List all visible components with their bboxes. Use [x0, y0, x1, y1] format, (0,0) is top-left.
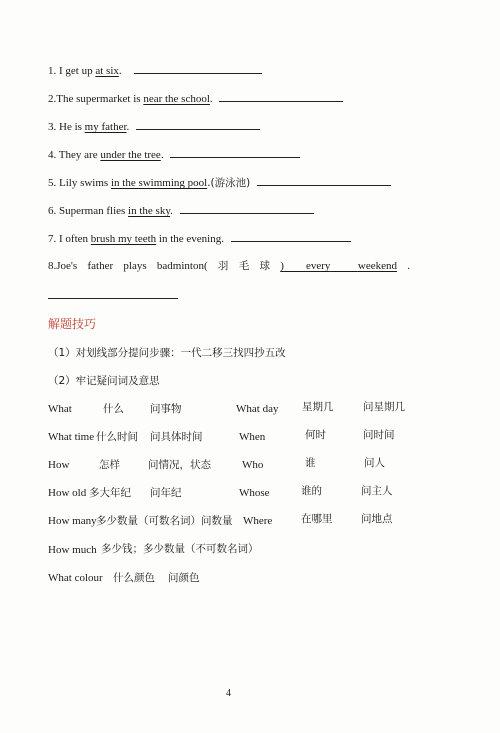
vocab-usage: 问星期几 [363, 401, 405, 413]
vocab-meaning: 什么颜色 [113, 572, 155, 584]
question-text: 1. I get up [48, 65, 96, 77]
page-number: 4 [226, 688, 231, 699]
underlined-phrase: in the sky [128, 205, 171, 217]
vocab-meaning: 谁的 [301, 485, 322, 497]
vocab-usage: 问情况，状态 [148, 459, 211, 471]
underlined-phrase [280, 259, 397, 273]
question-punct: . [209, 93, 213, 105]
vocab-usage: 问地点 [361, 513, 393, 525]
q8-word: 羽 [217, 260, 229, 272]
question-text: 7. I often [48, 233, 91, 245]
question-1 [48, 64, 262, 78]
question-2 [48, 92, 343, 106]
vocab-meaning: 什么时间 [96, 431, 138, 443]
vocab-word: Where [243, 515, 273, 527]
vocab-word: How many [48, 515, 97, 527]
underlined-phrase: brush my teeth [90, 233, 157, 245]
vocab-word: Whose [239, 487, 270, 499]
vocab-usage: 问年纪 [150, 487, 182, 499]
question-punct: .(游泳池) [207, 177, 251, 189]
answer-blank[interactable] [219, 92, 343, 102]
section-title: 解题技巧 [48, 317, 97, 331]
question-text: 4. They are [48, 149, 101, 161]
question-6 [48, 204, 314, 218]
underlined-phrase: near the school [143, 93, 210, 105]
vocab-usage: 问事物 [150, 403, 182, 415]
question-punct: . [126, 121, 130, 133]
q8-word: 8.Joe's [48, 260, 78, 272]
q8-word: father [87, 260, 114, 272]
question-punct: . [170, 205, 173, 217]
vocab-meaning: 多大年纪 [89, 487, 131, 499]
question-3 [48, 120, 260, 134]
vocab-usage: 问人 [364, 457, 385, 469]
answer-blank[interactable] [231, 232, 351, 242]
question-text: 5. Lily swims [48, 177, 111, 189]
q8-word: weekend [357, 260, 397, 272]
vocab-word: How old [48, 487, 87, 499]
q8-word: every [305, 260, 331, 272]
q8-word: badminton( [156, 260, 208, 272]
question-punct: . [160, 149, 164, 161]
question-text: 6. Superman flies [48, 205, 129, 217]
tip-2: （2）牢记疑问词及意思 [48, 375, 160, 387]
answer-blank[interactable] [48, 298, 178, 299]
question-text: 3. He is [48, 121, 85, 133]
tip-1: （1）对划线部分提问步骤：一代二移三找四抄五改 [48, 347, 286, 359]
vocab-word: What [48, 403, 72, 415]
underlined-phrase: my father [84, 121, 127, 133]
vocab-word: How much [48, 544, 97, 556]
question-punct: . [118, 65, 122, 77]
answer-blank[interactable] [136, 120, 260, 130]
q8-word: 毛 [238, 260, 250, 272]
vocab-meaning: 多少钱；多少数量（不可数名词） [101, 543, 259, 555]
question-4 [48, 148, 300, 162]
vocab-usage: 问颜色 [168, 572, 200, 584]
underlined-phrase: under the tree [100, 149, 161, 161]
vocab-word: How [48, 459, 70, 471]
vocab-meaning: 何时 [305, 429, 326, 441]
question-punct: in the evening. [156, 233, 224, 245]
vocab-word: When [239, 431, 266, 443]
question-5 [48, 176, 391, 190]
vocab-meaning: 星期几 [302, 401, 334, 413]
vocab-meaning: 谁 [305, 457, 316, 469]
question-8 [48, 259, 410, 273]
answer-blank[interactable] [170, 148, 300, 158]
q8-word: ) [280, 260, 284, 272]
vocab-word: What colour [48, 572, 103, 584]
vocab-usage: 问主人 [361, 485, 393, 497]
vocab-usage: 问具体时间 [150, 431, 203, 443]
vocab-word: What time [48, 431, 95, 443]
q8-word: plays [123, 260, 147, 272]
answer-blank[interactable] [257, 176, 391, 186]
vocab-word: Who [242, 459, 264, 471]
q8-word: . [407, 260, 410, 272]
question-text: 2.The supermarket is [48, 93, 144, 105]
vocab-word: What day [236, 403, 279, 415]
underlined-phrase: in the swimming pool [110, 177, 208, 189]
question-7 [48, 232, 351, 246]
underlined-phrase: at six [95, 65, 119, 77]
vocab-usage: 问时间 [363, 429, 395, 441]
vocab-meaning: 怎样 [99, 459, 120, 471]
vocab-meaning: 在哪里 [301, 513, 333, 525]
q8-word: 球 [259, 260, 270, 272]
answer-blank[interactable] [180, 204, 314, 214]
vocab-meaning: 多少数量（可数名词）问数量 [96, 515, 233, 527]
answer-blank[interactable] [134, 64, 262, 74]
vocab-meaning: 什么 [103, 403, 124, 415]
